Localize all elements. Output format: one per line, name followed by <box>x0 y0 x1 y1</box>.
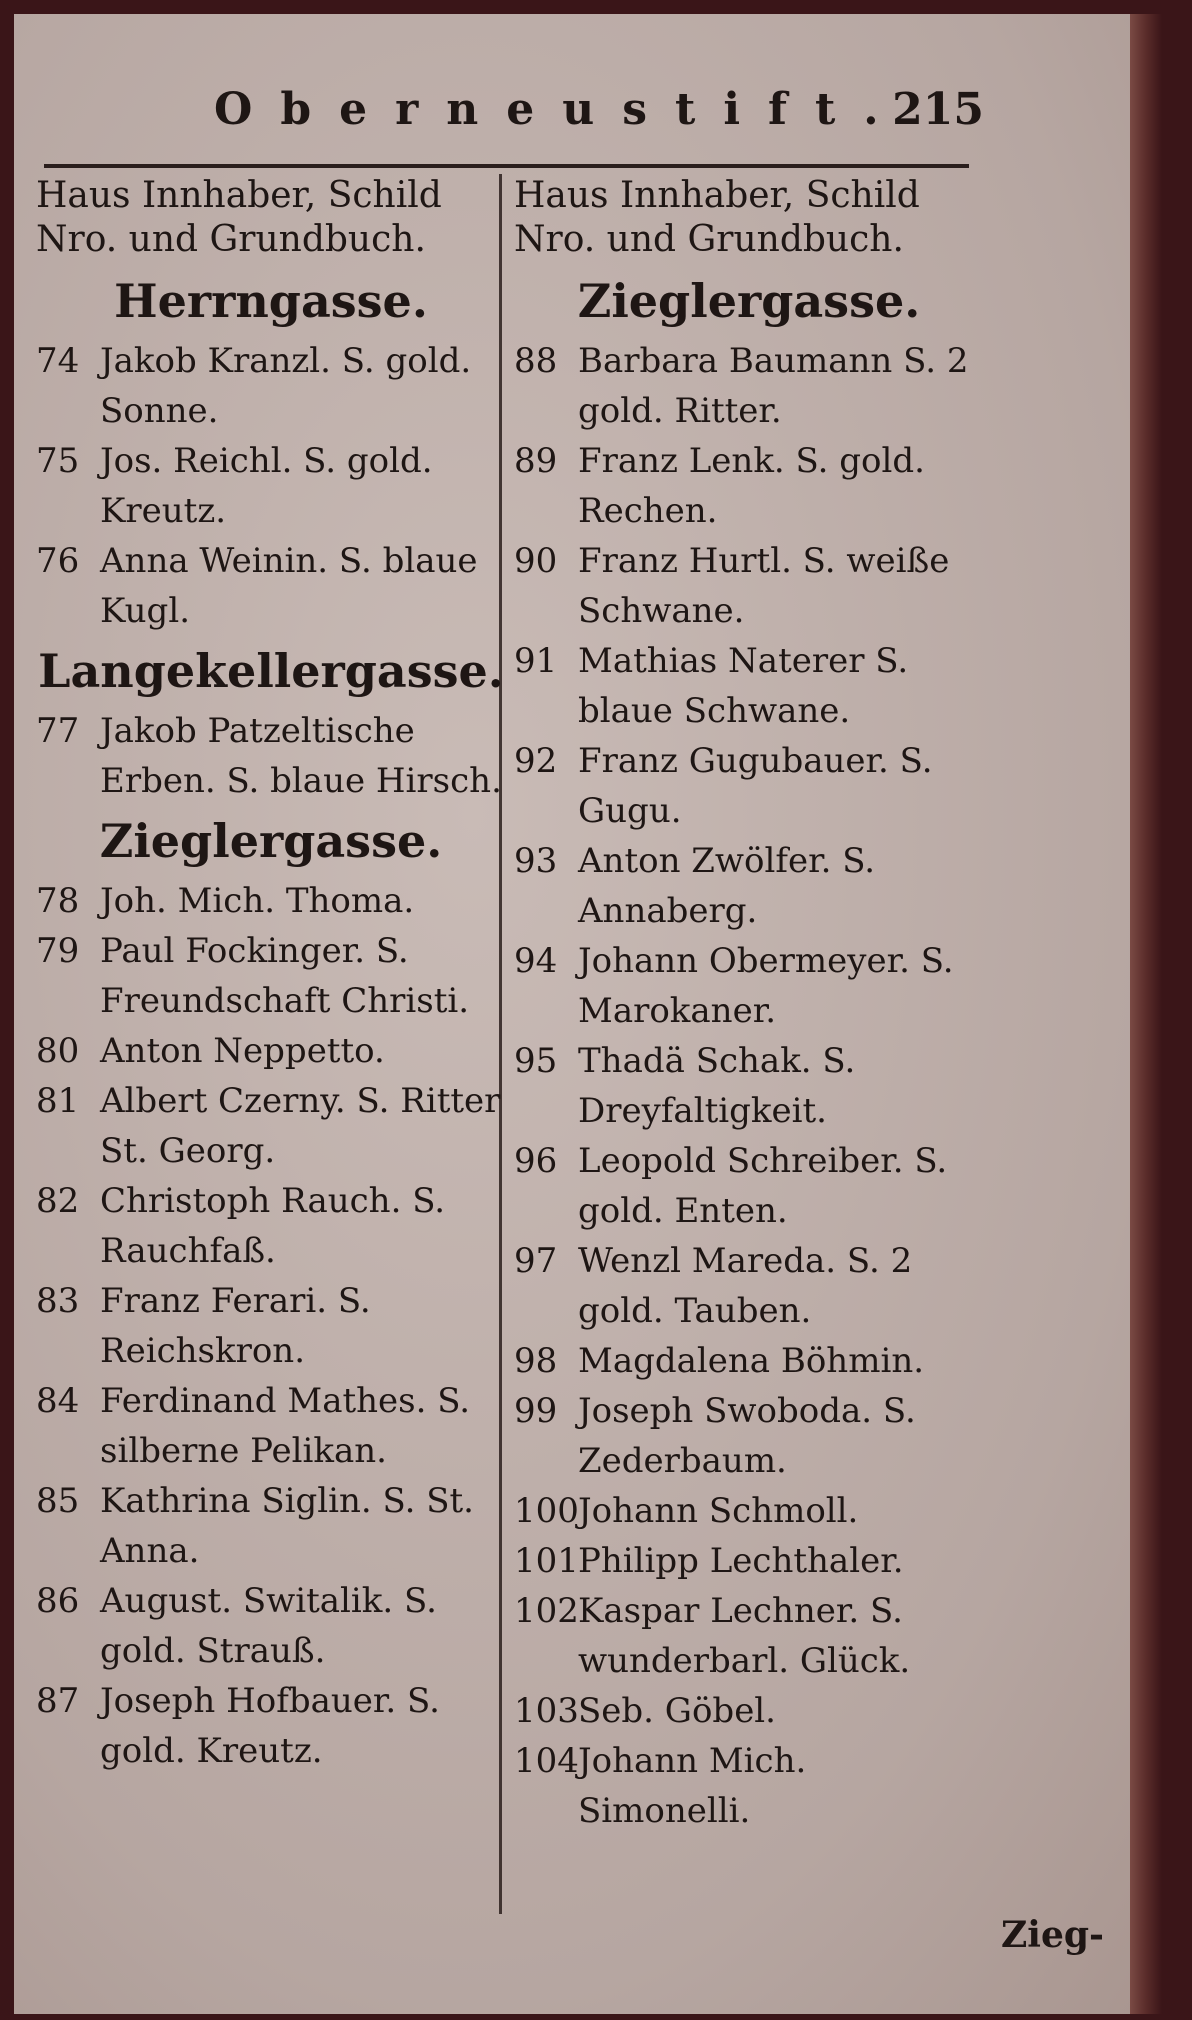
owner-and-sign: Johann Mich. Simonelli. <box>578 1741 807 1831</box>
house-number: 85 <box>36 1481 80 1521</box>
house-number: 95 <box>514 1041 558 1081</box>
list-item <box>36 706 506 806</box>
house-number: 74 <box>36 341 80 381</box>
house-number: 90 <box>514 541 558 581</box>
page-header <box>164 76 984 156</box>
house-number: 89 <box>514 441 558 481</box>
list-item <box>36 436 506 536</box>
street-heading: Herrngasse. <box>114 274 428 328</box>
owner-and-sign: Leopold Schreiber. S. gold. Enten. <box>578 1141 948 1231</box>
owner-and-sign: Thadä Schak. S. Dreyfaltigkeit. <box>578 1041 856 1131</box>
list-item <box>514 1036 984 1136</box>
list-item <box>514 636 984 736</box>
list-item <box>514 1736 984 1836</box>
owner-and-sign: Kaspar Lechner. S. wunderbarl. Glück. <box>578 1591 911 1681</box>
owner-and-sign: Albert Czerny. S. Ritter St. Georg. <box>100 1081 501 1171</box>
house-number: 93 <box>514 841 558 881</box>
right-column-body <box>514 266 984 1836</box>
list-item <box>514 1136 984 1236</box>
house-number: 104 <box>514 1741 579 1781</box>
list-item <box>36 1026 506 1076</box>
list-item <box>36 926 506 1026</box>
house-number: 88 <box>514 341 558 381</box>
list-item <box>36 1576 506 1676</box>
street-heading: Langekellergasse. <box>38 644 504 698</box>
owner-and-sign: Mathias Naterer S. blaue Schwane. <box>578 641 909 731</box>
house-number: 98 <box>514 1341 558 1381</box>
house-number: 99 <box>514 1391 558 1431</box>
owner-and-sign: Barbara Baumann S. 2 gold. Ritter. <box>578 341 969 431</box>
column-header-line1: Haus Innhaber, Schild <box>36 175 442 216</box>
house-number: 96 <box>514 1141 558 1181</box>
header-rule <box>44 164 969 168</box>
owner-and-sign: Anton Neppetto. <box>100 1031 385 1071</box>
house-number: 101 <box>514 1541 579 1581</box>
list-item <box>36 1376 506 1476</box>
list-item <box>514 936 984 1036</box>
owner-and-sign: Anton Zwölfer. S. Annaberg. <box>578 841 876 931</box>
owner-and-sign: Franz Lenk. S. gold. Rechen. <box>578 441 925 531</box>
house-number: 87 <box>36 1681 80 1721</box>
list-item <box>514 1486 984 1536</box>
owner-and-sign: Kathrina Siglin. S. St. Anna. <box>100 1481 474 1571</box>
left-column <box>36 174 506 1776</box>
list-item <box>514 1536 984 1586</box>
house-number: 103 <box>514 1691 579 1731</box>
list-item <box>514 436 984 536</box>
owner-and-sign: Jakob Kranzl. S. gold. Sonne. <box>100 341 472 431</box>
list-item <box>514 336 984 436</box>
owner-and-sign: Anna Weinin. S. blaue Kugl. <box>100 541 478 631</box>
house-number: 77 <box>36 711 80 751</box>
owner-and-sign: Jakob Patzeltische Erben. S. blaue Hirsch. <box>100 711 502 801</box>
list-item <box>36 1476 506 1576</box>
list-item <box>36 1676 506 1776</box>
right-column <box>514 174 984 1836</box>
house-number: 100 <box>514 1491 579 1531</box>
street-heading: Zieglergasse. <box>99 814 443 868</box>
list-item <box>36 1076 506 1176</box>
list-item <box>514 1586 984 1686</box>
running-title: Oberneustift. <box>214 84 907 135</box>
list-item <box>514 1386 984 1486</box>
owner-and-sign: Joh. Mich. Thoma. <box>100 881 415 921</box>
book-page <box>14 14 1162 2014</box>
list-item <box>36 536 506 636</box>
house-number: 80 <box>36 1031 80 1071</box>
column-header-line1: Haus Innhaber, Schild <box>514 175 920 216</box>
column-header-line2: Nro. und Grundbuch. <box>36 219 426 260</box>
owner-and-sign: Franz Ferari. S. Reichskron. <box>100 1281 371 1371</box>
list-item <box>514 736 984 836</box>
list-item <box>514 1236 984 1336</box>
owner-and-sign: Wenzl Mareda. S. 2 gold. Tauben. <box>578 1241 913 1331</box>
list-item <box>36 876 506 926</box>
house-number: 86 <box>36 1581 80 1621</box>
left-column-body <box>36 266 506 1776</box>
list-item <box>514 1336 984 1386</box>
owner-and-sign: Philipp Lechthaler. <box>578 1541 904 1581</box>
owner-and-sign: Jos. Reichl. S. gold. Kreutz. <box>100 441 433 531</box>
owner-and-sign: Joseph Hofbauer. S. gold. Kreutz. <box>100 1681 440 1771</box>
list-item <box>514 1686 984 1736</box>
house-number: 94 <box>514 941 558 981</box>
list-item <box>36 336 506 436</box>
catchword: Zieg- <box>1001 1914 1104 1956</box>
owner-and-sign: Johann Schmoll. <box>578 1491 859 1531</box>
column-header <box>36 174 506 266</box>
column-header <box>514 174 984 266</box>
owner-and-sign: August. Switalik. S. gold. Strauß. <box>100 1581 437 1671</box>
page-edge <box>1130 14 1162 2014</box>
house-number: 76 <box>36 541 80 581</box>
house-number: 82 <box>36 1181 80 1221</box>
page-number: 215 <box>892 84 984 135</box>
owner-and-sign: Franz Gugubauer. S. Gugu. <box>578 741 933 831</box>
house-number: 81 <box>36 1081 80 1121</box>
house-number: 91 <box>514 641 558 681</box>
house-number: 84 <box>36 1381 80 1421</box>
list-item <box>36 1176 506 1276</box>
owner-and-sign: Joseph Swoboda. S. Zederbaum. <box>578 1391 916 1481</box>
house-number: 75 <box>36 441 80 481</box>
list-item <box>514 536 984 636</box>
owner-and-sign: Christoph Rauch. S. Rauchfaß. <box>100 1181 446 1271</box>
owner-and-sign: Seb. Göbel. <box>578 1691 776 1731</box>
house-number: 83 <box>36 1281 80 1321</box>
owner-and-sign: Franz Hurtl. S. weiße Schwane. <box>578 541 950 631</box>
owner-and-sign: Paul Fockinger. S. Freundschaft Christi. <box>100 931 470 1021</box>
house-number: 102 <box>514 1591 579 1631</box>
owner-and-sign: Magdalena Böhmin. <box>578 1341 925 1381</box>
owner-and-sign: Ferdinand Mathes. S. silberne Pelikan. <box>100 1381 471 1471</box>
street-heading: Zieglergasse. <box>577 274 921 328</box>
list-item <box>514 836 984 936</box>
house-number: 92 <box>514 741 558 781</box>
owner-and-sign: Johann Obermeyer. S. Marokaner. <box>578 941 954 1031</box>
house-number: 78 <box>36 881 80 921</box>
house-number: 79 <box>36 931 80 971</box>
house-number: 97 <box>514 1241 558 1281</box>
column-header-line2: Nro. und Grundbuch. <box>514 219 904 260</box>
list-item <box>36 1276 506 1376</box>
